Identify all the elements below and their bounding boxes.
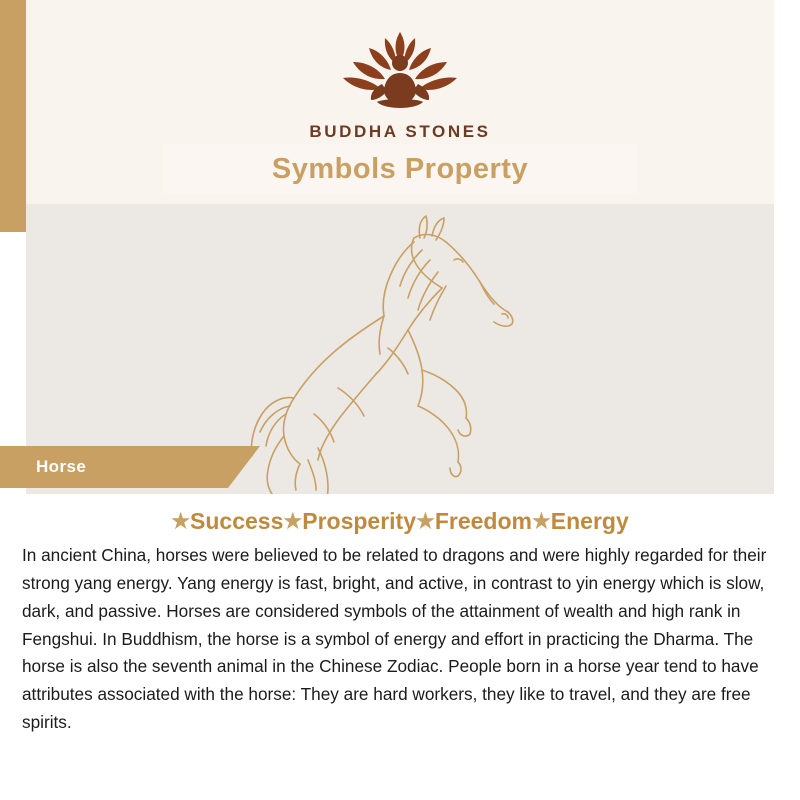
subject-label-background [0,446,228,488]
keyword-energy: Energy [550,508,629,534]
star-icon: ★ [416,510,435,533]
keyword-list [0,508,800,535]
star-icon: ★ [531,510,551,533]
brand-logo [0,22,800,142]
title-banner [163,144,637,194]
brand-name: BUDDHA STONES [309,122,491,141]
star-icon: ★ [283,510,303,533]
subject-label-arrow [228,446,260,488]
keyword-freedom: Freedom [434,508,532,534]
horse-line-drawing [208,208,588,494]
keyword-prosperity: Prosperity [302,508,416,534]
star-icon: ★ [171,510,191,533]
subject-label-text: Horse [36,457,87,476]
keyword-success: Success [190,508,284,534]
page-title: Symbols Property [271,152,529,185]
description-section [0,494,800,800]
lotus-meditation-icon [325,22,475,118]
description-text: In ancient China, horses were believed to be related to dragons and were highly regarded for their strong yang energy. Yang energy is fast, bright, and active, in contrast to yin energy which is slow, dark, and passive. Horses are considered symbols of the attainment of wealth and high rank in Fengshui. In Buddhism, the horse is a symbol of energy and effort in practicing the Dharma. The horse is also the seventh animal in the Chinese Zodiac. People born in a horse year tend to have attributes associated with the horse: They are hard workers, they like to travel, and they are free spirits. [22,545,767,733]
